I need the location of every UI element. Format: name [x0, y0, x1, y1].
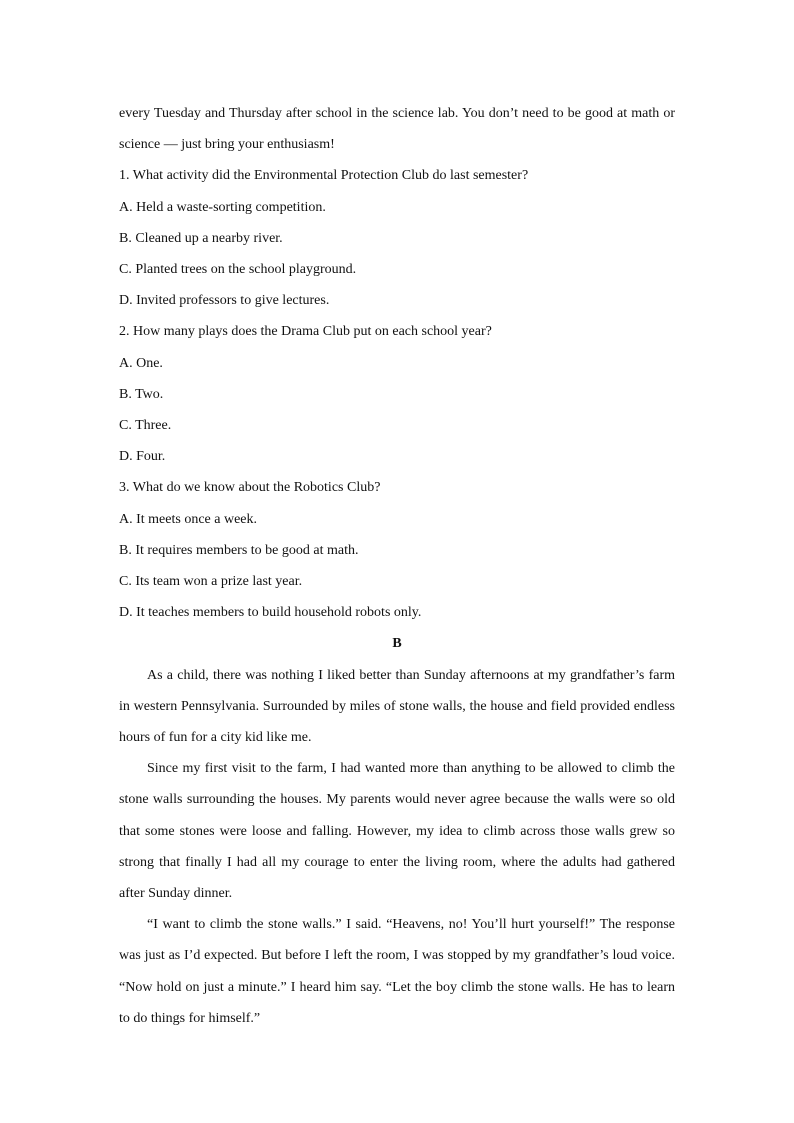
- option-d: D. Four.: [119, 449, 166, 465]
- option-a: A. One.: [119, 355, 163, 371]
- option-c: C. Planted trees on the school playground.: [119, 262, 357, 278]
- question-2: [119, 316, 675, 472]
- passage-paragraph-1: As a child, there was nothing I liked better than Sunday afternoons at my grandfather’s farm in western Pennsylvania. Surrounded by miles of stone walls, the house and field provided endless hours of fun for a city kid like me.: [119, 667, 675, 746]
- option-b: B. Cleaned up a nearby river.: [119, 230, 283, 246]
- option-b: B. It requires members to be good at math.: [119, 542, 359, 558]
- section-heading: B: [392, 636, 402, 652]
- intro-line-2: science — just bring your enthusiasm!: [119, 137, 335, 153]
- option-c: C. Three.: [119, 418, 172, 434]
- question-3: [119, 472, 675, 628]
- question-stem: 1. What activity did the Environmental Protection Club do last semester?: [119, 168, 529, 184]
- question-stem: 2. How many plays does the Drama Club put on each school year?: [119, 324, 492, 340]
- option-d: D. Invited professors to give lectures.: [119, 293, 330, 309]
- intro-line-1: every Tuesday and Thursday after school in the science lab. You don’t need to be good at math or: [119, 106, 675, 121]
- document-page: [119, 98, 675, 1034]
- passage-paragraph-2: Since my first visit to the farm, I had wanted more than anything to be allowed to climb the stone walls surrounding the houses. My parents would never agree because the walls were so old that some stones were loose and falling. However, my idea to climb across those walls grew so strong that finally I had all my courage to enter the living room, where the adults had gathered after Sunday dinner.: [119, 761, 675, 902]
- option-a: A. It meets once a week.: [119, 511, 257, 527]
- question-1: [119, 160, 675, 316]
- question-stem: 3. What do we know about the Robotics Club?: [119, 480, 381, 496]
- option-c: C. Its team won a prize last year.: [119, 574, 303, 590]
- passage-paragraph-3: “I want to climb the stone walls.” I said. “Heavens, no! You’ll hurt yourself!” The response was just as I’d expected. But before I left the room, I was stopped by my grandfather’s loud voice. “Now hold on just a minute.” I heard him say. “Let the boy climb the stone walls. He has to learn to do things for himself.”: [119, 917, 675, 1026]
- option-d: D. It teaches members to build household robots only.: [119, 605, 422, 621]
- option-b: B. Two.: [119, 386, 164, 402]
- option-a: A. Held a waste-sorting competition.: [119, 199, 326, 215]
